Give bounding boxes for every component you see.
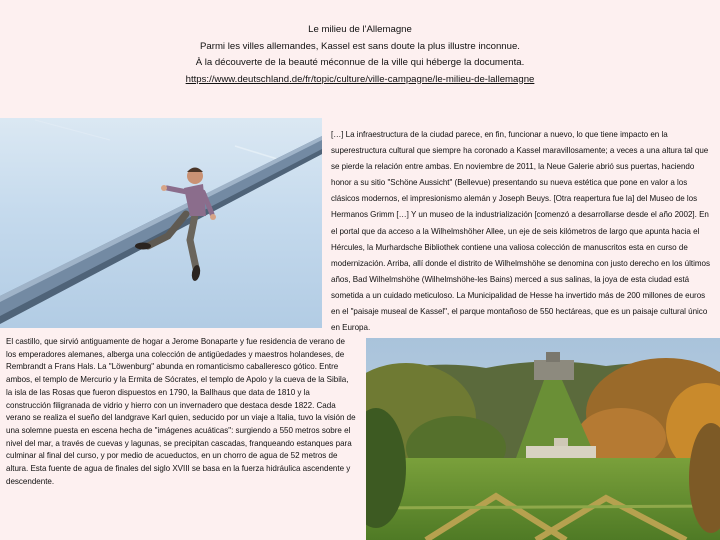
page-title: Le milieu de l'Allemagne (308, 24, 412, 35)
header (0, 22, 720, 88)
spanish-text-right: […] La infraestructura de la ciudad parece, en fin, funcionar a nuevo, lo que tiene impacto en la superestructura cultural que siempre ha coronado a Kassel maravillosamente; a veces a una altura tal que se pierde la relación entre ambas. En noviembre de 2011, la Neue Galerie abrió sus puertas, haciendo honor a su sitio "Schöne Aussicht" (Bellevue) presentando su nueva estética que pone en valor a los clásicos modernos, el impresionismo alemán y Joseph Beuys. [Otra reapertura fue la] del Museo de los Hermanos Grimm […] Y un museo de la industrialización [comenzó a desarrollarse desde el año 2002]. En el portal que da acceso a la Wilhelmshöher Allee, un eje de seis kilómetros de largo que apunta hacia el Hércules, la Murhardsche Bibliothek contiene una valiosa colección de manuscritos esta en curso de modernización. Arriba, allí donde el distrito de Wilhelmshöhe se denomina con justo derecho en los últimos años, Bad Wilhelmshöhe (Wilhelmshöhe-les Bains) merced a sus salinas, la joya de esta ciudad está sometida a un cuidado meticuloso. La Municipalidad de Hesse ha invertido más de 200 millones de euros en el "paisaje museal de Kassel", el parque montañoso de 550 hectáreas, que es un paisaje cultural único en Europa. (331, 130, 710, 333)
intro-line-1: Parmi les villes allemandes, Kassel est sans doute la plus illustre inconnue. (200, 40, 520, 52)
park-landscape-photo (366, 338, 720, 540)
sculpture-photo (0, 118, 322, 328)
spanish-text-left: El castillo, que sirvió antiguamente de hogar a Jerome Bonaparte y fue residencia de verano de los emperadores alemanes, alberga una colección de antigüedades y maestros holandeses, de Rembrandt a Frans Hals. La "Löwenburg" abunda en romanticismo caballeresco gótico. Entre ambos, el templo de Mercurio y la Ermita de Sócrates, el templo de Apolo y la cueva de la Sibila, la isla de las Rosas que fueron dispuestos en 1790, la Ballhaus que data de 1810 y la construcción filigranada de vidrio y hierro con un invernadero que destaca desde 1822. Cada verano se realiza el sueño del landgrave Karl quien, seducido por un viaje a Italia, tuvo la visión de una solemne puesta en escena hecha de "imágenes acuáticas": surgiendo a 550 metros sobre el nivel del mar, a través de cuevas y lagunas, se precipitan cascadas, franqueando estanques para culminar al final del curso, y por medio de acueductos, en un chorro de agua de 52 metros de altura. Esta fuente de agua de finales del siglo XVIII se basa en la fuerza hidráulica ascendente y descendente. (6, 337, 356, 486)
intro-line-2: À la découverte de la beauté méconnue de la ville qui héberge la documenta. (195, 57, 525, 68)
source-link[interactable]: https://www.deutschland.de/fr/topic/culture/ville-campagne/le-milieu-de-lallemagne (185, 73, 535, 85)
